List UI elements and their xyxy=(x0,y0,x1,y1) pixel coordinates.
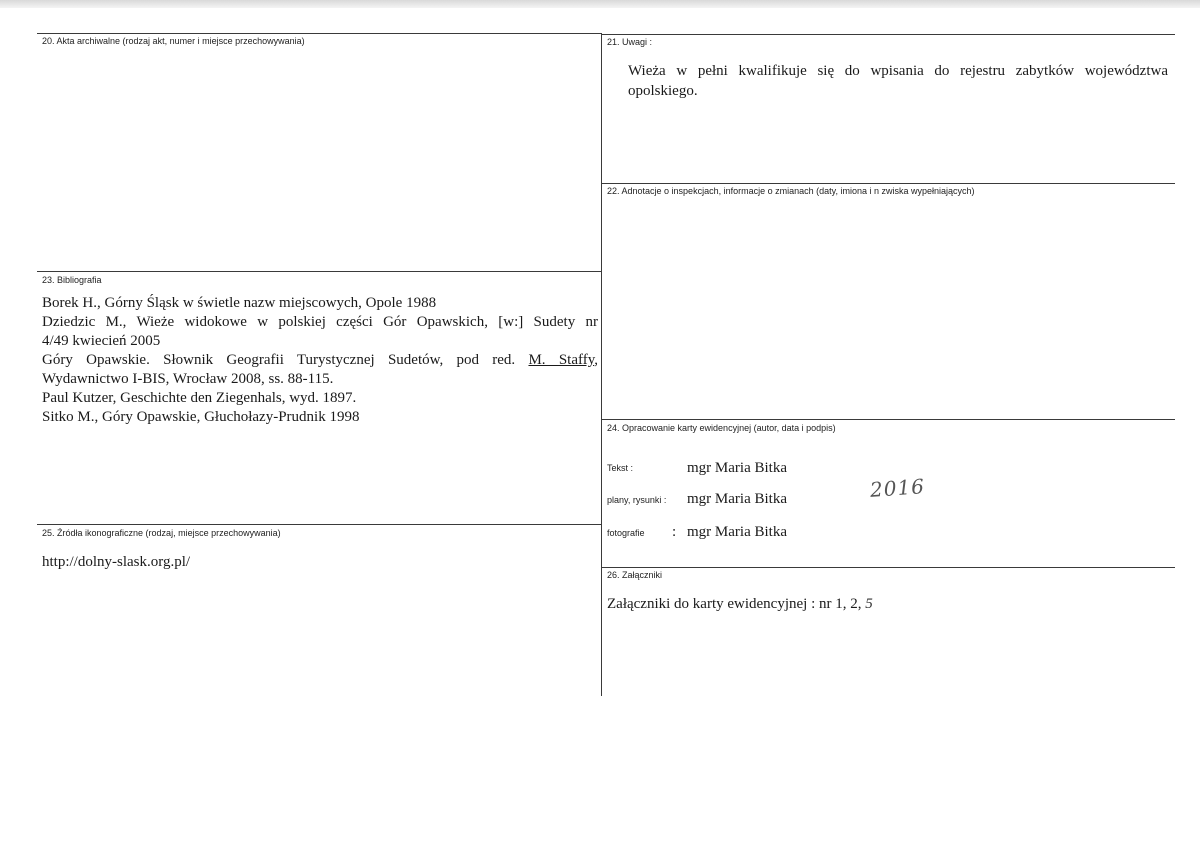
section-26-text xyxy=(607,595,873,614)
section-24-label: 24. Opracowanie karty ewidencyjnej (autor, data i podpis) xyxy=(607,423,836,433)
divider-20-23 xyxy=(37,271,601,272)
section-25-label: 25. Źródła ikonograficzne (rodzaj, miejsce przechowywania) xyxy=(42,528,281,538)
tekst-author: mgr Maria Bitka xyxy=(687,460,787,476)
bibliography-entry: Borek H., Górny Śląsk w świetle nazw miejscowych, Opole 1988 xyxy=(42,295,437,311)
divider-24-26 xyxy=(601,567,1175,568)
attachments-text: Załączniki do karty ewidencyjnej : nr 1, 2, xyxy=(607,596,862,612)
section-22-label: 22. Adnotacje o inspekcjach, informacje o zmianach (daty, imiona i n zwiska wypełniających) xyxy=(607,186,975,196)
divider-21-22 xyxy=(601,183,1175,184)
divider-23-25 xyxy=(37,524,601,525)
section-23-label: 23. Bibliografia xyxy=(42,275,102,285)
handwritten-attachment-number: 5 xyxy=(865,596,873,612)
handwritten-date: 2016 xyxy=(869,474,926,502)
plany-rysunki-author: mgr Maria Bitka xyxy=(687,491,787,507)
bibliography-entry: Dziedzic M., Wieże widokowe w polskiej części Gór Opawskich, [w:] Sudety nr xyxy=(42,314,598,330)
scan-top-edge xyxy=(0,0,1200,8)
bibliography-entry-comma: , xyxy=(594,352,598,368)
section-26-label: 26. Załączniki xyxy=(607,570,663,580)
fotografie-label: fotografie xyxy=(607,528,645,538)
plany-rysunki-label: plany, rysunki : xyxy=(607,495,667,505)
section-20-label: 20. Akta archiwalne (rodzaj akt, numer i miejsce przechowywania) xyxy=(42,36,305,46)
fotografie-author: mgr Maria Bitka xyxy=(687,524,787,540)
top-border-right xyxy=(601,34,1175,35)
bibliography-entry: Paul Kutzer, Geschichte den Ziegenhals, wyd. 1897. xyxy=(42,390,357,406)
bibliography-list xyxy=(42,294,598,427)
bibliography-entry: Wydawnictwo I-BIS, Wrocław 2008, ss. 88-115. xyxy=(42,371,334,387)
section-21-label: 21. Uwagi : xyxy=(607,37,653,47)
top-border-left xyxy=(37,33,601,34)
bibliography-editor-name: M. Staffy xyxy=(528,352,595,368)
divider-22-24 xyxy=(601,419,1175,420)
section-21-text: Wieża w pełni kwalifikuje się do wpisania do rejestru zabytków województwa opolskiego. xyxy=(628,63,1168,99)
fotografie-colon: : xyxy=(672,524,677,540)
bibliography-entry: 4/49 kwiecień 2005 xyxy=(42,333,161,349)
tekst-label: Tekst : xyxy=(607,463,634,473)
section-25-source-url: http://dolny-slask.org.pl/ xyxy=(42,554,191,570)
bibliography-entry-text: Góry Opawskie. Słownik Geografii Turystycznej Sudetów, pod red. xyxy=(42,352,516,368)
center-divider xyxy=(601,33,602,696)
bibliography-entry: Sitko M., Góry Opawskie, Głuchołazy-Prudnik 1998 xyxy=(42,409,360,425)
bibliography-entry xyxy=(42,351,598,370)
